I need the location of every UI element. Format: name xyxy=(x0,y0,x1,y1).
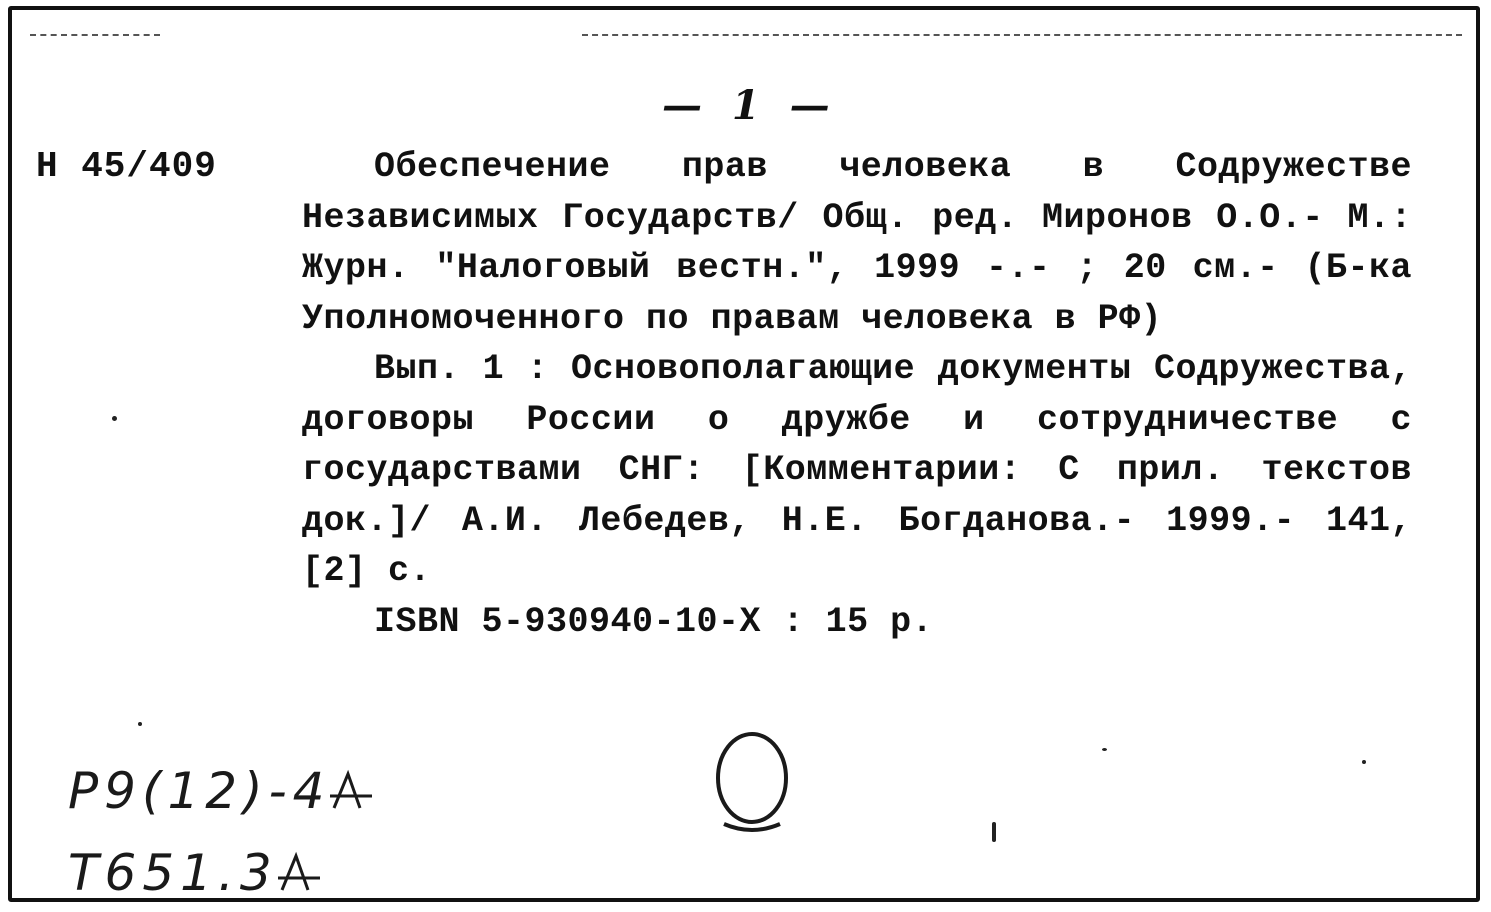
volume-description: Вып. 1 : Основополагающие документы Содружества, договоры России о дружбе и сотрудничестве с государствами СНГ: [Комментарии: С прил. текстов док.]/ А.И. Лебедев, Н.Е. Богданова.- 1999.- 141, [2] с. xyxy=(302,349,1412,591)
speck xyxy=(112,416,117,421)
library-stamp-circle-icon xyxy=(702,720,812,840)
isbn-line: ISBN 5-930940-10-X : 15 р. xyxy=(374,601,934,642)
speck xyxy=(138,722,142,726)
page-number: — 1 — xyxy=(662,82,838,129)
top-dashed-rule-left xyxy=(30,34,160,36)
bibliographic-entry xyxy=(302,142,1412,647)
main-description: Обеспечение прав человека в Содружестве Независимых Государств/ Общ. ред. Миронов О.О.- М.: Журн. "Налоговый вестн.", 1999 -.- ; 20 см.- (Б-ка Уполномоченного по правам человека в РФ) xyxy=(302,147,1412,339)
classification-code-handwritten xyxy=(68,762,376,820)
author-mark-text: Т651.3 xyxy=(68,844,278,902)
speck xyxy=(1102,748,1107,751)
shelf-mark: Н 45/409 xyxy=(36,146,217,187)
classification-code-text: Р9(12)-4 xyxy=(68,762,331,820)
speck xyxy=(992,822,996,842)
speck xyxy=(1362,760,1366,764)
delta-mark-icon-2 xyxy=(278,850,324,896)
catalog-card xyxy=(8,6,1480,902)
author-mark-handwritten xyxy=(68,844,324,902)
top-dashed-rule-right xyxy=(582,34,1462,36)
delta-mark-icon xyxy=(330,768,376,814)
